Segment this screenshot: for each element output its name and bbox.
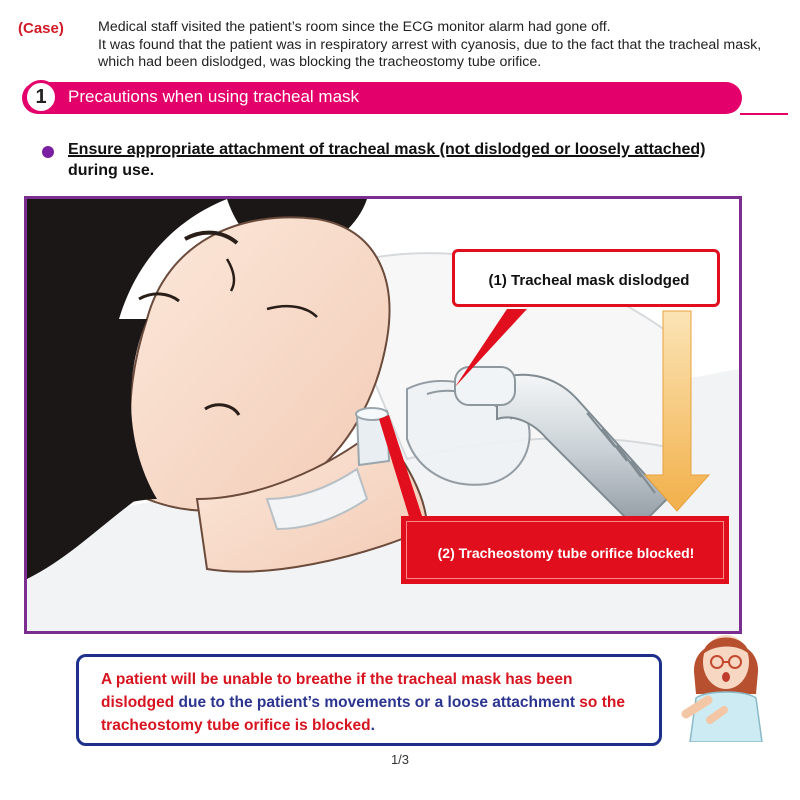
- warning-text: [101, 668, 641, 737]
- warning-box: [76, 654, 662, 746]
- bullet-underlined-text: Ensure appropriate attachment of tracheal mask (not dislodged or loosely attached): [68, 141, 706, 158]
- bullet-rest-text: during use.: [68, 162, 155, 179]
- bullet-instruction: [68, 139, 748, 181]
- warning-part-3: so the tracheostomy tube orifice is blocked: [101, 694, 625, 734]
- section-number-badge: 1: [24, 80, 58, 114]
- warning-part-2: due to the patient’s movements or a loose attachment: [174, 694, 575, 711]
- warning-part-1: A patient will be unable to breathe if the tracheal mask has been dislodged: [101, 671, 573, 711]
- bullet-icon: [42, 146, 54, 158]
- case-line-1: Medical staff visited the patient’s room since the ECG monitor alarm had gone off.: [98, 19, 611, 35]
- nurse-icon: [676, 602, 776, 742]
- warning-part-4: .: [370, 717, 375, 734]
- page-number: 1/3: [390, 752, 410, 767]
- tube-connector: [455, 367, 515, 405]
- callout-mask-dislodged: [452, 249, 720, 307]
- callout-mask-dislodged-text: (1) Tracheal mask dislodged: [488, 272, 690, 289]
- heading-divider: [740, 113, 788, 115]
- callout-orifice-blocked: [401, 516, 729, 584]
- case-line-2: It was found that the patient was in respiratory arrest with cyanosis, due to the fact that the tracheal mask, which had been dislodged, was blocking the tracheostomy tube orifice.: [98, 36, 762, 70]
- section-title: Precautions when using tracheal mask: [68, 87, 360, 106]
- case-label: (Case): [18, 20, 64, 37]
- callout-orifice-blocked-text: (2) Tracheostomy tube orifice blocked!: [437, 545, 695, 561]
- case-description: [98, 19, 788, 72]
